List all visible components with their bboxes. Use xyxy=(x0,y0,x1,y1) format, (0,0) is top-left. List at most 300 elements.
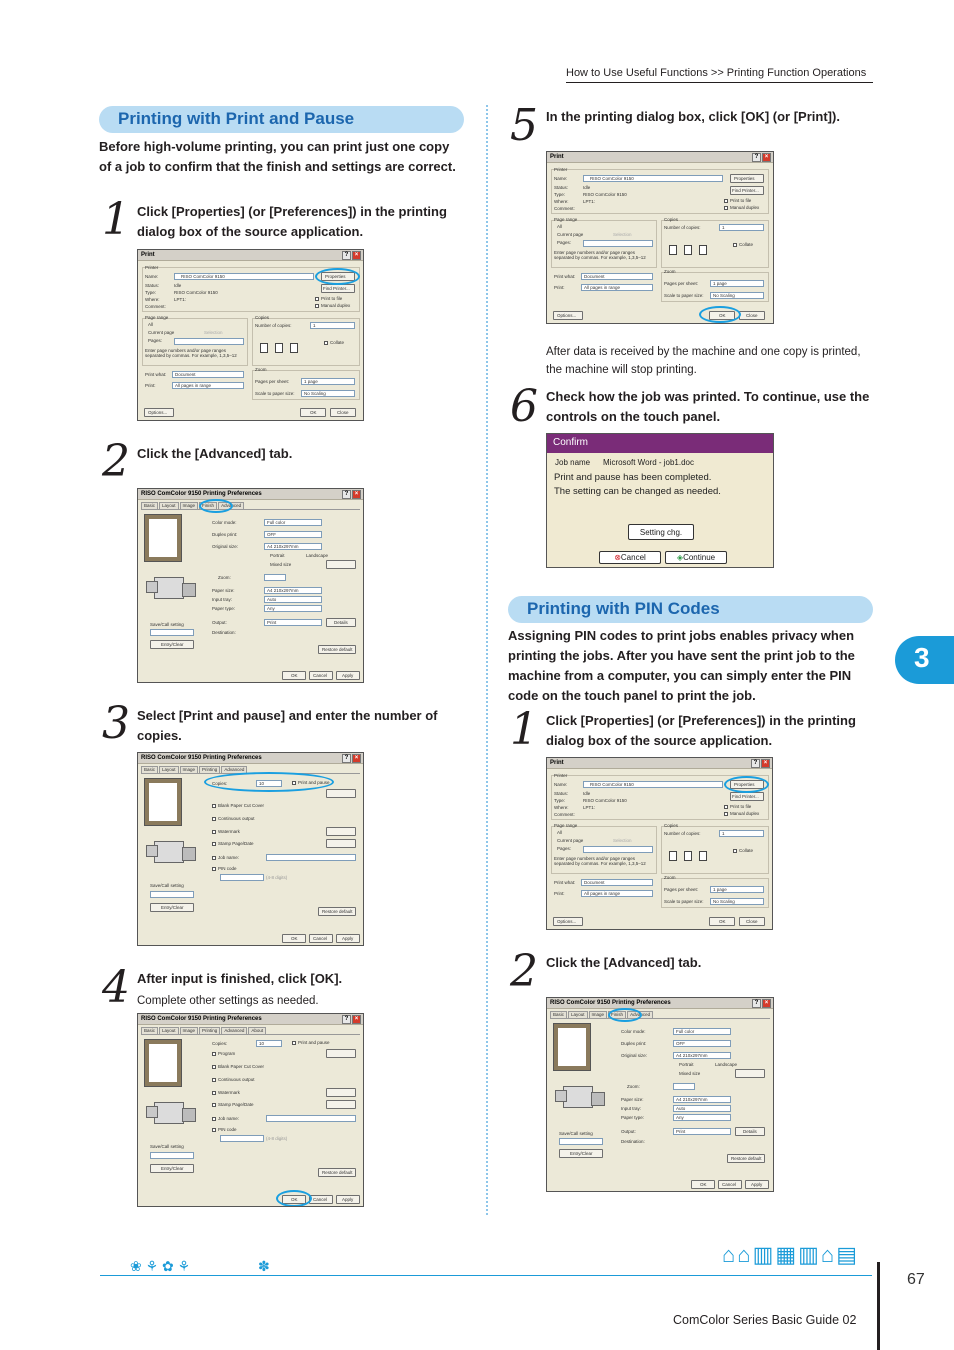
printer-name-select[interactable]: RISO ComColor 9150 xyxy=(583,175,723,182)
tab-image[interactable]: Image xyxy=(180,766,199,773)
print-to-file-label: Print to file xyxy=(730,198,752,203)
copies-label: Number of copies: xyxy=(255,323,292,328)
landscape-label: Landscape xyxy=(715,1062,738,1067)
tab-finish[interactable]: Finish xyxy=(199,502,217,509)
section-title-print-pause: Printing with Print and Pause xyxy=(99,106,464,133)
comment-label: Comment: xyxy=(554,206,575,211)
printer-illustration xyxy=(146,1096,196,1126)
manual-duplex-label: Manual duplex xyxy=(730,205,760,210)
where-value: LPT1: xyxy=(174,297,187,302)
scale-select[interactable]: No Scaling xyxy=(710,898,764,905)
print-select[interactable]: All pages in range xyxy=(581,890,653,897)
blank-cover-checkbox[interactable] xyxy=(212,1065,216,1069)
entry-clear-button[interactable]: Entry/Clear xyxy=(150,903,194,912)
current-page-label: Current page xyxy=(557,232,584,237)
help-icon: ? xyxy=(752,153,761,162)
continuous-output-label: Continuous output xyxy=(218,816,255,821)
print-to-file-checkbox[interactable] xyxy=(315,297,319,301)
restore-default-button[interactable]: Restore default xyxy=(727,1154,765,1163)
step-number: 3 xyxy=(102,698,130,749)
print-select[interactable]: All pages in range xyxy=(172,382,244,389)
original-size-label: Original size: xyxy=(212,544,239,549)
dialog-title: Print ? × xyxy=(138,250,363,261)
stamp-checkbox[interactable] xyxy=(212,1103,216,1107)
continuous-output-checkbox[interactable] xyxy=(212,1078,216,1082)
cancel-button[interactable]: Cancel xyxy=(309,671,333,680)
collate-label: Collate xyxy=(739,242,754,247)
step-text: Click [Properties] (or [Preferences]) in the printing dialog box of the source application. xyxy=(546,713,856,748)
find-printer-button[interactable]: Find Printer... xyxy=(730,792,764,801)
collate-label: Collate xyxy=(739,848,754,853)
ok-button[interactable]: OK xyxy=(300,408,326,417)
collate-checkbox[interactable] xyxy=(733,849,737,853)
breadcrumb: How to Use Useful Functions >> Printing Function Operations xyxy=(566,67,873,83)
save-call-setting-label: Save/Call setting xyxy=(150,883,184,888)
page-range-label: Page range xyxy=(554,217,578,222)
output-select[interactable]: Print xyxy=(673,1128,731,1135)
pages-label: Pages: xyxy=(148,338,163,343)
job-name-label: Job name: xyxy=(218,1116,240,1121)
city-skyline-icon: ⌂⌂▥▦▥⌂▤ xyxy=(722,1242,860,1267)
options-button[interactable]: Options... xyxy=(553,917,583,926)
step-text: Select [Print and pause] and enter the number of copies. xyxy=(137,708,438,743)
confirm-message-2: The setting can be changed as needed. xyxy=(554,486,721,497)
ok-button[interactable]: OK xyxy=(691,1180,715,1189)
program-button[interactable] xyxy=(326,1049,356,1058)
step-note: After data is received by the machine and one copy is printed, the machine will stop printing. xyxy=(546,346,861,376)
guide-title: ComColor Series Basic Guide 02 xyxy=(673,1313,857,1327)
portrait-label: Portrait xyxy=(270,553,285,558)
blank-cover-label: Blank Paper Cut Cover xyxy=(218,1064,265,1069)
where-label: Where: xyxy=(554,199,569,204)
stamp-checkbox[interactable] xyxy=(212,842,216,846)
tab-layout[interactable]: Layout xyxy=(159,766,179,773)
find-printer-button[interactable]: Find Printer... xyxy=(730,186,764,195)
details-button[interactable]: Details xyxy=(326,618,356,627)
tab-advanced[interactable]: Advanced xyxy=(221,766,247,773)
digits-hint: (4-8 digits) xyxy=(266,1136,288,1141)
pages-per-sheet-select[interactable]: 1 page xyxy=(301,378,355,385)
ok-button[interactable]: OK xyxy=(709,311,735,320)
dialog-title: RISO ComColor 9150 Printing Preferences ? × xyxy=(138,753,363,764)
tab-about[interactable]: About xyxy=(248,1027,266,1034)
screenshot-prefs-print-pause xyxy=(137,752,364,946)
tab-image[interactable]: Image xyxy=(589,1011,608,1018)
manual-duplex-checkbox[interactable] xyxy=(724,812,728,816)
apply-button[interactable]: Apply xyxy=(336,1195,360,1204)
step-text: Click the [Advanced] tab. xyxy=(546,955,702,970)
pages-per-sheet-select[interactable]: 1 page xyxy=(710,886,764,893)
pin-code-label: PIN code xyxy=(218,1127,237,1132)
close-icon: × xyxy=(352,251,361,260)
type-value: RISO ComColor 9150 xyxy=(583,798,627,803)
tab-advanced[interactable]: Advanced xyxy=(627,1011,653,1018)
pin-code-checkbox[interactable] xyxy=(212,867,216,871)
input-tray-select[interactable]: Auto xyxy=(264,596,322,603)
ok-button[interactable]: OK xyxy=(709,917,735,926)
input-tray-select[interactable]: Auto xyxy=(673,1105,731,1112)
pages-per-sheet-label: Pages per sheet: xyxy=(664,887,699,892)
copies-group-label: Copies xyxy=(664,823,679,828)
page-range-label: Page range xyxy=(145,315,169,320)
output-label: Output: xyxy=(212,620,227,625)
copies-input[interactable]: 1 xyxy=(719,830,764,837)
watermark-checkbox[interactable] xyxy=(212,1091,216,1095)
entry-clear-button[interactable]: Entry/Clear xyxy=(559,1149,603,1158)
cancel-button[interactable]: Cancel xyxy=(718,1180,742,1189)
zoom-label: Zoom: xyxy=(627,1084,640,1089)
watermark-details-button[interactable] xyxy=(326,827,356,836)
step-number: 1 xyxy=(102,194,130,245)
program-label: Program xyxy=(218,1051,236,1056)
program-button[interactable] xyxy=(326,789,356,798)
section-intro-print-pause: Before high-volume printing, you can print just one copy of a job to confirm that the finish and settings are correct. xyxy=(99,139,456,174)
pages-input[interactable] xyxy=(174,338,244,345)
doodle-icon: ✽ xyxy=(258,1258,270,1274)
pages-hint: Enter page numbers and/or page ranges separated by commas. For example, 1,3,5–12 xyxy=(554,856,646,866)
original-size-select[interactable]: A4 210x297mm xyxy=(673,1052,731,1059)
highlight-circle xyxy=(204,772,334,792)
zoom-group-label: Zoom xyxy=(664,269,676,274)
copy-icon xyxy=(684,245,692,255)
copies-input[interactable]: 1 xyxy=(310,322,355,329)
print-pause-label: Print and pause xyxy=(298,1040,330,1045)
job-name-checkbox[interactable] xyxy=(212,1117,216,1121)
mixed-size-button[interactable] xyxy=(735,1069,765,1078)
selection-label: Selection xyxy=(204,330,223,335)
status-label: Status: xyxy=(145,283,160,288)
duplex-label: Duplex print: xyxy=(212,532,238,537)
help-icon: ? xyxy=(342,251,351,260)
all-radio-label: All xyxy=(148,322,154,327)
properties-button[interactable]: Properties xyxy=(321,272,355,281)
print-to-file-checkbox[interactable] xyxy=(724,199,728,203)
step-text: Check how the job was printed. To continue, use the controls on the touch panel. xyxy=(546,389,870,424)
pages-input[interactable] xyxy=(583,846,653,853)
highlight-circle xyxy=(199,499,233,513)
tab-printing[interactable]: Printing xyxy=(199,1027,220,1034)
duplex-label: Duplex print: xyxy=(621,1041,647,1046)
help-icon: ? xyxy=(342,1015,351,1024)
collate-checkbox[interactable] xyxy=(733,243,737,247)
type-value: RISO ComColor 9150 xyxy=(174,290,218,295)
pages-hint: Enter page numbers and/or page ranges separated by commas. For example, 1,3,5–12 xyxy=(145,348,237,358)
tab-advanced[interactable]: Advanced xyxy=(218,502,244,509)
tab-bar xyxy=(141,1027,360,1035)
print-what-select[interactable]: Document xyxy=(581,879,653,886)
status-value: Idle xyxy=(174,283,182,288)
copies-input[interactable]: 1 xyxy=(719,224,764,231)
tab-basic[interactable]: Basic xyxy=(141,1027,158,1034)
restore-default-button[interactable]: Restore default xyxy=(318,645,356,654)
print-to-file-label: Print to file xyxy=(321,296,343,301)
job-name-label: Job name xyxy=(555,458,591,467)
type-label: Type: xyxy=(554,192,566,197)
print-label: Print: xyxy=(145,383,156,388)
where-label: Where: xyxy=(554,805,569,810)
stamp-details-button[interactable] xyxy=(326,1100,356,1109)
page-preview xyxy=(144,1039,182,1087)
scale-select[interactable]: No Scaling xyxy=(710,292,764,299)
screenshot-print-dialog xyxy=(137,249,364,421)
help-icon: ? xyxy=(342,490,351,499)
tab-layout[interactable]: Layout xyxy=(568,1011,588,1018)
print-label: Print: xyxy=(554,891,565,896)
confirm-panel xyxy=(546,433,774,568)
save-call-setting-label: Save/Call setting xyxy=(150,622,184,627)
properties-button[interactable]: Properties xyxy=(730,174,764,183)
footer-bar xyxy=(877,1262,880,1350)
scale-label: Scale to paper size: xyxy=(664,899,704,904)
portrait-label: Portrait xyxy=(679,1062,694,1067)
collate-checkbox[interactable] xyxy=(324,341,328,345)
dialog-title: Print ? × xyxy=(547,758,772,769)
job-name-checkbox[interactable] xyxy=(212,856,216,860)
confirm-title: Confirm xyxy=(547,434,773,453)
tab-bar xyxy=(141,502,360,510)
print-what-label: Print what: xyxy=(554,274,576,279)
close-icon: × xyxy=(352,490,361,499)
job-name-label: Job name: xyxy=(218,855,240,860)
copies-group-label: Copies xyxy=(255,315,270,320)
program-checkbox[interactable] xyxy=(212,1052,216,1056)
printer-illustration xyxy=(146,571,196,601)
cancel-button[interactable]: Cancel xyxy=(309,934,333,943)
copy-icon xyxy=(684,851,692,861)
pages-label: Pages: xyxy=(557,846,572,851)
stamp-label: Stamp Page/Date xyxy=(218,841,254,846)
status-label: Status: xyxy=(554,185,569,190)
close-button[interactable]: Close xyxy=(739,311,765,320)
highlight-circle xyxy=(699,306,741,323)
paper-size-label: Paper size: xyxy=(621,1097,644,1102)
paper-type-select[interactable]: Any xyxy=(673,1114,731,1121)
mixed-size-label: Mixed size xyxy=(270,562,292,567)
options-button[interactable]: Options... xyxy=(553,311,583,320)
copies-input[interactable]: 10 xyxy=(256,780,282,787)
footer-line xyxy=(100,1275,872,1276)
tab-basic[interactable]: Basic xyxy=(141,502,158,509)
page-preview xyxy=(144,514,182,562)
cancel-button[interactable]: ⊗Cancel xyxy=(599,551,661,564)
manual-duplex-checkbox[interactable] xyxy=(315,304,319,308)
dialog-title: RISO ComColor 9150 Printing Preferences ? × xyxy=(138,1014,363,1025)
tab-finish[interactable]: Finish xyxy=(608,1011,626,1018)
step-text: In the printing dialog box, click [OK] (or [Print]). xyxy=(546,109,840,124)
pages-input[interactable] xyxy=(583,240,653,247)
step-note: Complete other settings as needed. xyxy=(137,995,319,1007)
pages-hint: Enter page numbers and/or page ranges separated by commas. For example, 1,3,5–12 xyxy=(554,250,646,260)
copies-label: Number of copies: xyxy=(664,831,701,836)
where-value: LPT1: xyxy=(583,805,596,810)
paper-type-select[interactable]: Any xyxy=(264,605,322,612)
find-printer-button[interactable]: Find Printer... xyxy=(321,284,355,293)
close-button[interactable]: Close xyxy=(330,408,356,417)
manual-duplex-checkbox[interactable] xyxy=(724,206,728,210)
step-text: Click [Properties] (or [Preferences]) in the printing dialog box of the source application. xyxy=(137,204,447,239)
name-label: Name: xyxy=(554,782,568,787)
help-icon: ? xyxy=(752,999,761,1008)
step-text: Click the [Advanced] tab. xyxy=(137,446,293,461)
status-value: Idle xyxy=(583,791,591,796)
cancel-button[interactable]: Cancel xyxy=(309,1195,333,1204)
ok-button[interactable]: OK xyxy=(282,671,306,680)
copy-icon xyxy=(260,343,268,353)
duplex-select[interactable]: OFF xyxy=(264,531,322,538)
pin-code-input[interactable] xyxy=(220,1135,264,1142)
pages-per-sheet-label: Pages per sheet: xyxy=(664,281,699,286)
pin-code-checkbox[interactable] xyxy=(212,1128,216,1132)
paper-size-select[interactable]: A4 210x297mm xyxy=(673,1096,731,1103)
watermark-label: Watermark xyxy=(218,1090,240,1095)
entry-clear-button[interactable]: Entry/Clear xyxy=(150,640,194,649)
pin-code-label: PIN code xyxy=(218,866,237,871)
pin-code-input[interactable] xyxy=(220,874,264,881)
input-tray-label: Input tray: xyxy=(212,597,233,602)
dialog-title: RISO ComColor 9150 Printing Preferences ? × xyxy=(138,489,363,500)
print-pause-label: Print and pause xyxy=(298,780,330,785)
restore-default-button[interactable]: Restore default xyxy=(318,1168,356,1177)
printer-illustration xyxy=(146,835,196,865)
close-button[interactable]: Close xyxy=(739,917,765,926)
original-size-select[interactable]: A4 210x297mm xyxy=(264,543,322,550)
mixed-size-label: Mixed size xyxy=(679,1071,701,1076)
status-label: Status: xyxy=(554,791,569,796)
tab-advanced[interactable]: Advanced xyxy=(221,1027,247,1034)
step-number: 5 xyxy=(510,100,538,151)
printer-group-label: Printer xyxy=(145,265,159,270)
page-number: 67 xyxy=(907,1271,925,1288)
copies-label: Copies: xyxy=(212,1041,228,1046)
watermark-label: Watermark xyxy=(218,829,240,834)
page-range-label: Page range xyxy=(554,823,578,828)
ok-button[interactable]: OK xyxy=(282,934,306,943)
continuous-output-checkbox[interactable] xyxy=(212,817,216,821)
copy-icon xyxy=(290,343,298,353)
stamp-details-button[interactable] xyxy=(326,839,356,848)
all-radio-label: All xyxy=(557,830,563,835)
print-what-label: Print what: xyxy=(554,880,576,885)
close-icon: × xyxy=(762,153,771,162)
highlight-circle xyxy=(608,1008,642,1022)
pages-label: Pages: xyxy=(557,240,572,245)
name-label: Name: xyxy=(554,176,568,181)
tab-printing[interactable]: Printing xyxy=(199,766,220,773)
ok-button[interactable]: OK xyxy=(282,1195,306,1204)
print-what-select[interactable]: Document xyxy=(581,273,653,280)
output-select[interactable]: Print xyxy=(264,619,322,626)
setting-select[interactable] xyxy=(150,1152,194,1159)
zoom-input[interactable] xyxy=(673,1083,695,1090)
setting-select[interactable] xyxy=(559,1138,603,1145)
tab-basic[interactable]: Basic xyxy=(141,766,158,773)
highlight-circle xyxy=(276,1190,312,1207)
properties-button[interactable]: Properties xyxy=(730,780,764,789)
color-mode-select[interactable]: Full color xyxy=(264,519,322,526)
scale-select[interactable]: No Scaling xyxy=(301,390,355,397)
apply-button[interactable]: Apply xyxy=(336,671,360,680)
status-value: Idle xyxy=(583,185,591,190)
copies-label: Number of copies: xyxy=(664,225,701,230)
close-icon: × xyxy=(352,1015,361,1024)
print-select[interactable]: All pages in range xyxy=(581,284,653,291)
highlight-circle xyxy=(724,776,769,793)
blank-cover-checkbox[interactable] xyxy=(212,804,216,808)
selection-label: Selection xyxy=(613,232,632,237)
name-label: Name: xyxy=(145,274,159,279)
selection-label: Selection xyxy=(613,838,632,843)
chapter-tab: 3 xyxy=(895,636,954,684)
apply-button[interactable]: Apply xyxy=(745,1180,769,1189)
duplex-select[interactable]: OFF xyxy=(673,1040,731,1047)
setting-select[interactable] xyxy=(150,891,194,898)
watermark-checkbox[interactable] xyxy=(212,830,216,834)
print-to-file-checkbox[interactable] xyxy=(724,805,728,809)
tab-layout[interactable]: Layout xyxy=(159,502,179,509)
step-number: 6 xyxy=(510,381,538,432)
print-pause-checkbox[interactable] xyxy=(292,1041,296,1045)
tab-basic[interactable]: Basic xyxy=(550,1011,567,1018)
setting-select[interactable] xyxy=(150,629,194,636)
landscape-label: Landscape xyxy=(306,553,329,558)
color-mode-select[interactable]: Full color xyxy=(673,1028,731,1035)
printer-name-select[interactable]: RISO ComColor 9150 xyxy=(174,273,314,280)
tab-image[interactable]: Image xyxy=(180,1027,199,1034)
watermark-details-button[interactable] xyxy=(326,1088,356,1097)
tab-image[interactable]: Image xyxy=(180,502,199,509)
paper-size-label: Paper size: xyxy=(212,588,235,593)
collate-label: Collate xyxy=(330,340,345,345)
mixed-size-button[interactable] xyxy=(326,560,356,569)
continue-icon: ◈ xyxy=(676,553,684,562)
section-intro-pin-codes: Assigning PIN codes to print jobs enables privacy when printing the jobs. After you have sent the print job to the machine from a computer, you can simply enter the PIN code on the touch panel to print the job. xyxy=(508,628,855,703)
close-icon: × xyxy=(352,754,361,763)
where-label: Where: xyxy=(145,297,160,302)
highlight-circle xyxy=(315,268,360,285)
apply-button[interactable]: Apply xyxy=(336,934,360,943)
options-button[interactable]: Options... xyxy=(144,408,174,417)
comment-label: Comment: xyxy=(554,812,575,817)
type-label: Type: xyxy=(554,798,566,803)
continue-button[interactable]: ◈Continue xyxy=(665,551,727,564)
save-call-setting-label: Save/Call setting xyxy=(559,1131,593,1136)
zoom-input[interactable] xyxy=(264,574,286,581)
print-what-select[interactable]: Document xyxy=(172,371,244,378)
restore-default-button[interactable]: Restore default xyxy=(318,907,356,916)
printer-illustration xyxy=(555,1080,605,1110)
pages-per-sheet-select[interactable]: 1 page xyxy=(710,280,764,287)
dialog-title: Print ? × xyxy=(547,152,773,163)
job-name-input[interactable] xyxy=(266,854,356,861)
copies-input[interactable]: 10 xyxy=(256,1040,282,1047)
tab-layout[interactable]: Layout xyxy=(159,1027,179,1034)
print-what-label: Print what: xyxy=(145,372,167,377)
printer-name-select[interactable]: RISO ComColor 9150 xyxy=(583,781,723,788)
zoom-group-label: Zoom xyxy=(255,367,267,372)
page-preview xyxy=(553,1023,591,1071)
print-to-file-label: Print to file xyxy=(730,804,752,809)
help-icon: ? xyxy=(751,759,760,768)
setting-change-button[interactable]: Setting chg. xyxy=(628,524,694,540)
step-number: 2 xyxy=(102,436,130,487)
paper-size-select[interactable]: A4 210x297mm xyxy=(264,587,322,594)
job-name-input[interactable] xyxy=(266,1115,356,1122)
dialog-title: RISO ComColor 9150 Printing Preferences ? × xyxy=(547,998,773,1009)
details-button[interactable]: Details xyxy=(735,1127,765,1136)
print-label: Print: xyxy=(554,285,565,290)
entry-clear-button[interactable]: Entry/Clear xyxy=(150,1164,194,1173)
type-label: Type: xyxy=(145,290,157,295)
